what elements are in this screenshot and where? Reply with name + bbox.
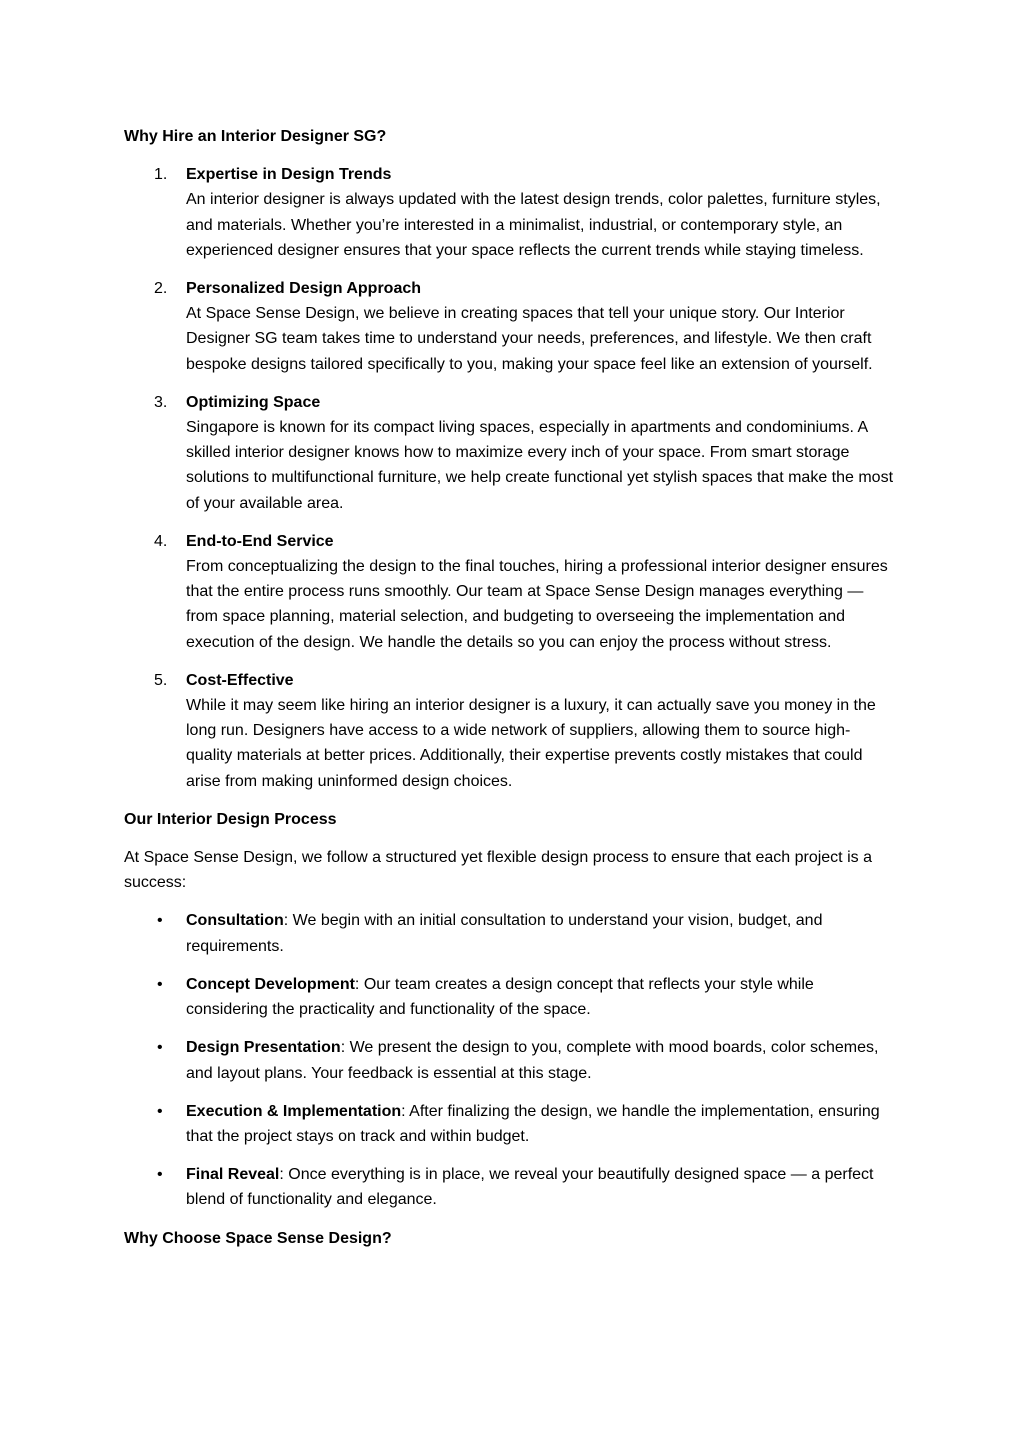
step-title: Final Reveal (186, 1166, 280, 1184)
bullet-icon: • (157, 1166, 163, 1184)
step-text: : After finalizing the design, we handle the implementation, ensuring that the project stays on track and within budget. (186, 1102, 880, 1145)
list-number: 4. (154, 532, 168, 550)
step-title: Concept Development (186, 975, 355, 993)
list-item (124, 1099, 894, 1149)
list-item (124, 668, 894, 794)
step-text: : Once everything is in place, we reveal your beautifully designed space — a perfect blend of functionality and elegance. (186, 1166, 874, 1209)
list-item (124, 162, 894, 263)
document-page (124, 124, 894, 1264)
step-text: : We present the design to you, complete with mood boards, color schemes, and layout plans. Your feedback is essential at this stage. (186, 1039, 879, 1082)
list-item-text: From conceptualizing the design to the final touches, hiring a professional interior designer ensures that the entire process runs smoothly. Our team at Space Sense Design manages everything — from space planning, material selection, and budgeting to overseeing the implementation and execution of the design. We handle the details so you can enjoy the process without stress. (186, 558, 888, 651)
step-title: Execution & Implementation (186, 1102, 402, 1120)
list-item-title: Optimizing Space (186, 393, 321, 411)
step-text: : We begin with an initial consultation to understand your vision, budget, and requirements. (186, 912, 823, 955)
list-item (124, 529, 894, 655)
bullet-list-process-steps (124, 908, 894, 1212)
bullet-icon: • (157, 1039, 163, 1057)
bullet-icon: • (157, 912, 163, 930)
list-item-title: Expertise in Design Trends (186, 166, 392, 184)
section-heading-why-choose: Why Choose Space Sense Design? (124, 1229, 392, 1247)
process-intro: At Space Sense Design, we follow a structured yet flexible design process to ensure that each project is a success: (124, 849, 872, 892)
list-number: 2. (154, 280, 168, 298)
list-number: 1. (154, 166, 168, 184)
list-item-text: At Space Sense Design, we believe in creating spaces that tell your unique story. Our Interior Designer SG team takes time to understand your needs, preferences, and lifestyle. We then craft bespoke designs tailored specifically to you, making your space feel like an extension of yourself. (186, 305, 873, 373)
bullet-icon: • (157, 1102, 163, 1120)
step-title: Consultation (186, 912, 284, 930)
list-item-title: Personalized Design Approach (186, 280, 422, 298)
list-item (124, 276, 894, 377)
section-heading-process: Our Interior Design Process (124, 810, 337, 828)
list-item-title: End-to-End Service (186, 532, 334, 550)
list-item (124, 972, 894, 1022)
numbered-list-reasons (124, 162, 894, 794)
list-number: 5. (154, 671, 168, 689)
bullet-icon: • (157, 975, 163, 993)
list-item (124, 1035, 894, 1085)
list-item-title: Cost-Effective (186, 671, 294, 689)
step-text: : Our team creates a design concept that reflects your style while considering the practicality and functionality of the space. (186, 975, 814, 1019)
list-item (124, 390, 894, 516)
list-item-text: An interior designer is always updated with the latest design trends, color palettes, furniture styles, and materials. Whether you’re interested in a minimalist, industrial, or contemporary style, an experienced designer ensures that your space reflects the current trends while staying timeless. (186, 191, 881, 259)
list-item-text: While it may seem like hiring an interior designer is a luxury, it can actually save you money in the long run. Designers have access to a wide network of suppliers, allowing them to source high-quality materials at better prices. Additionally, their expertise prevents costly mistakes that could arise from making uninformed design choices. (186, 697, 876, 790)
list-number: 3. (154, 393, 168, 411)
list-item (124, 1162, 894, 1212)
step-title: Design Presentation (186, 1039, 341, 1057)
list-item (124, 908, 894, 958)
list-item-text: Singapore is known for its compact living spaces, especially in apartments and condominiums. A skilled interior designer knows how to maximize every inch of your space. From smart storage solutions to multifunctional furniture, we help create functional yet stylish spaces that make the most of your available area. (186, 419, 894, 512)
section-heading-why-hire: Why Hire an Interior Designer SG? (124, 128, 387, 145)
